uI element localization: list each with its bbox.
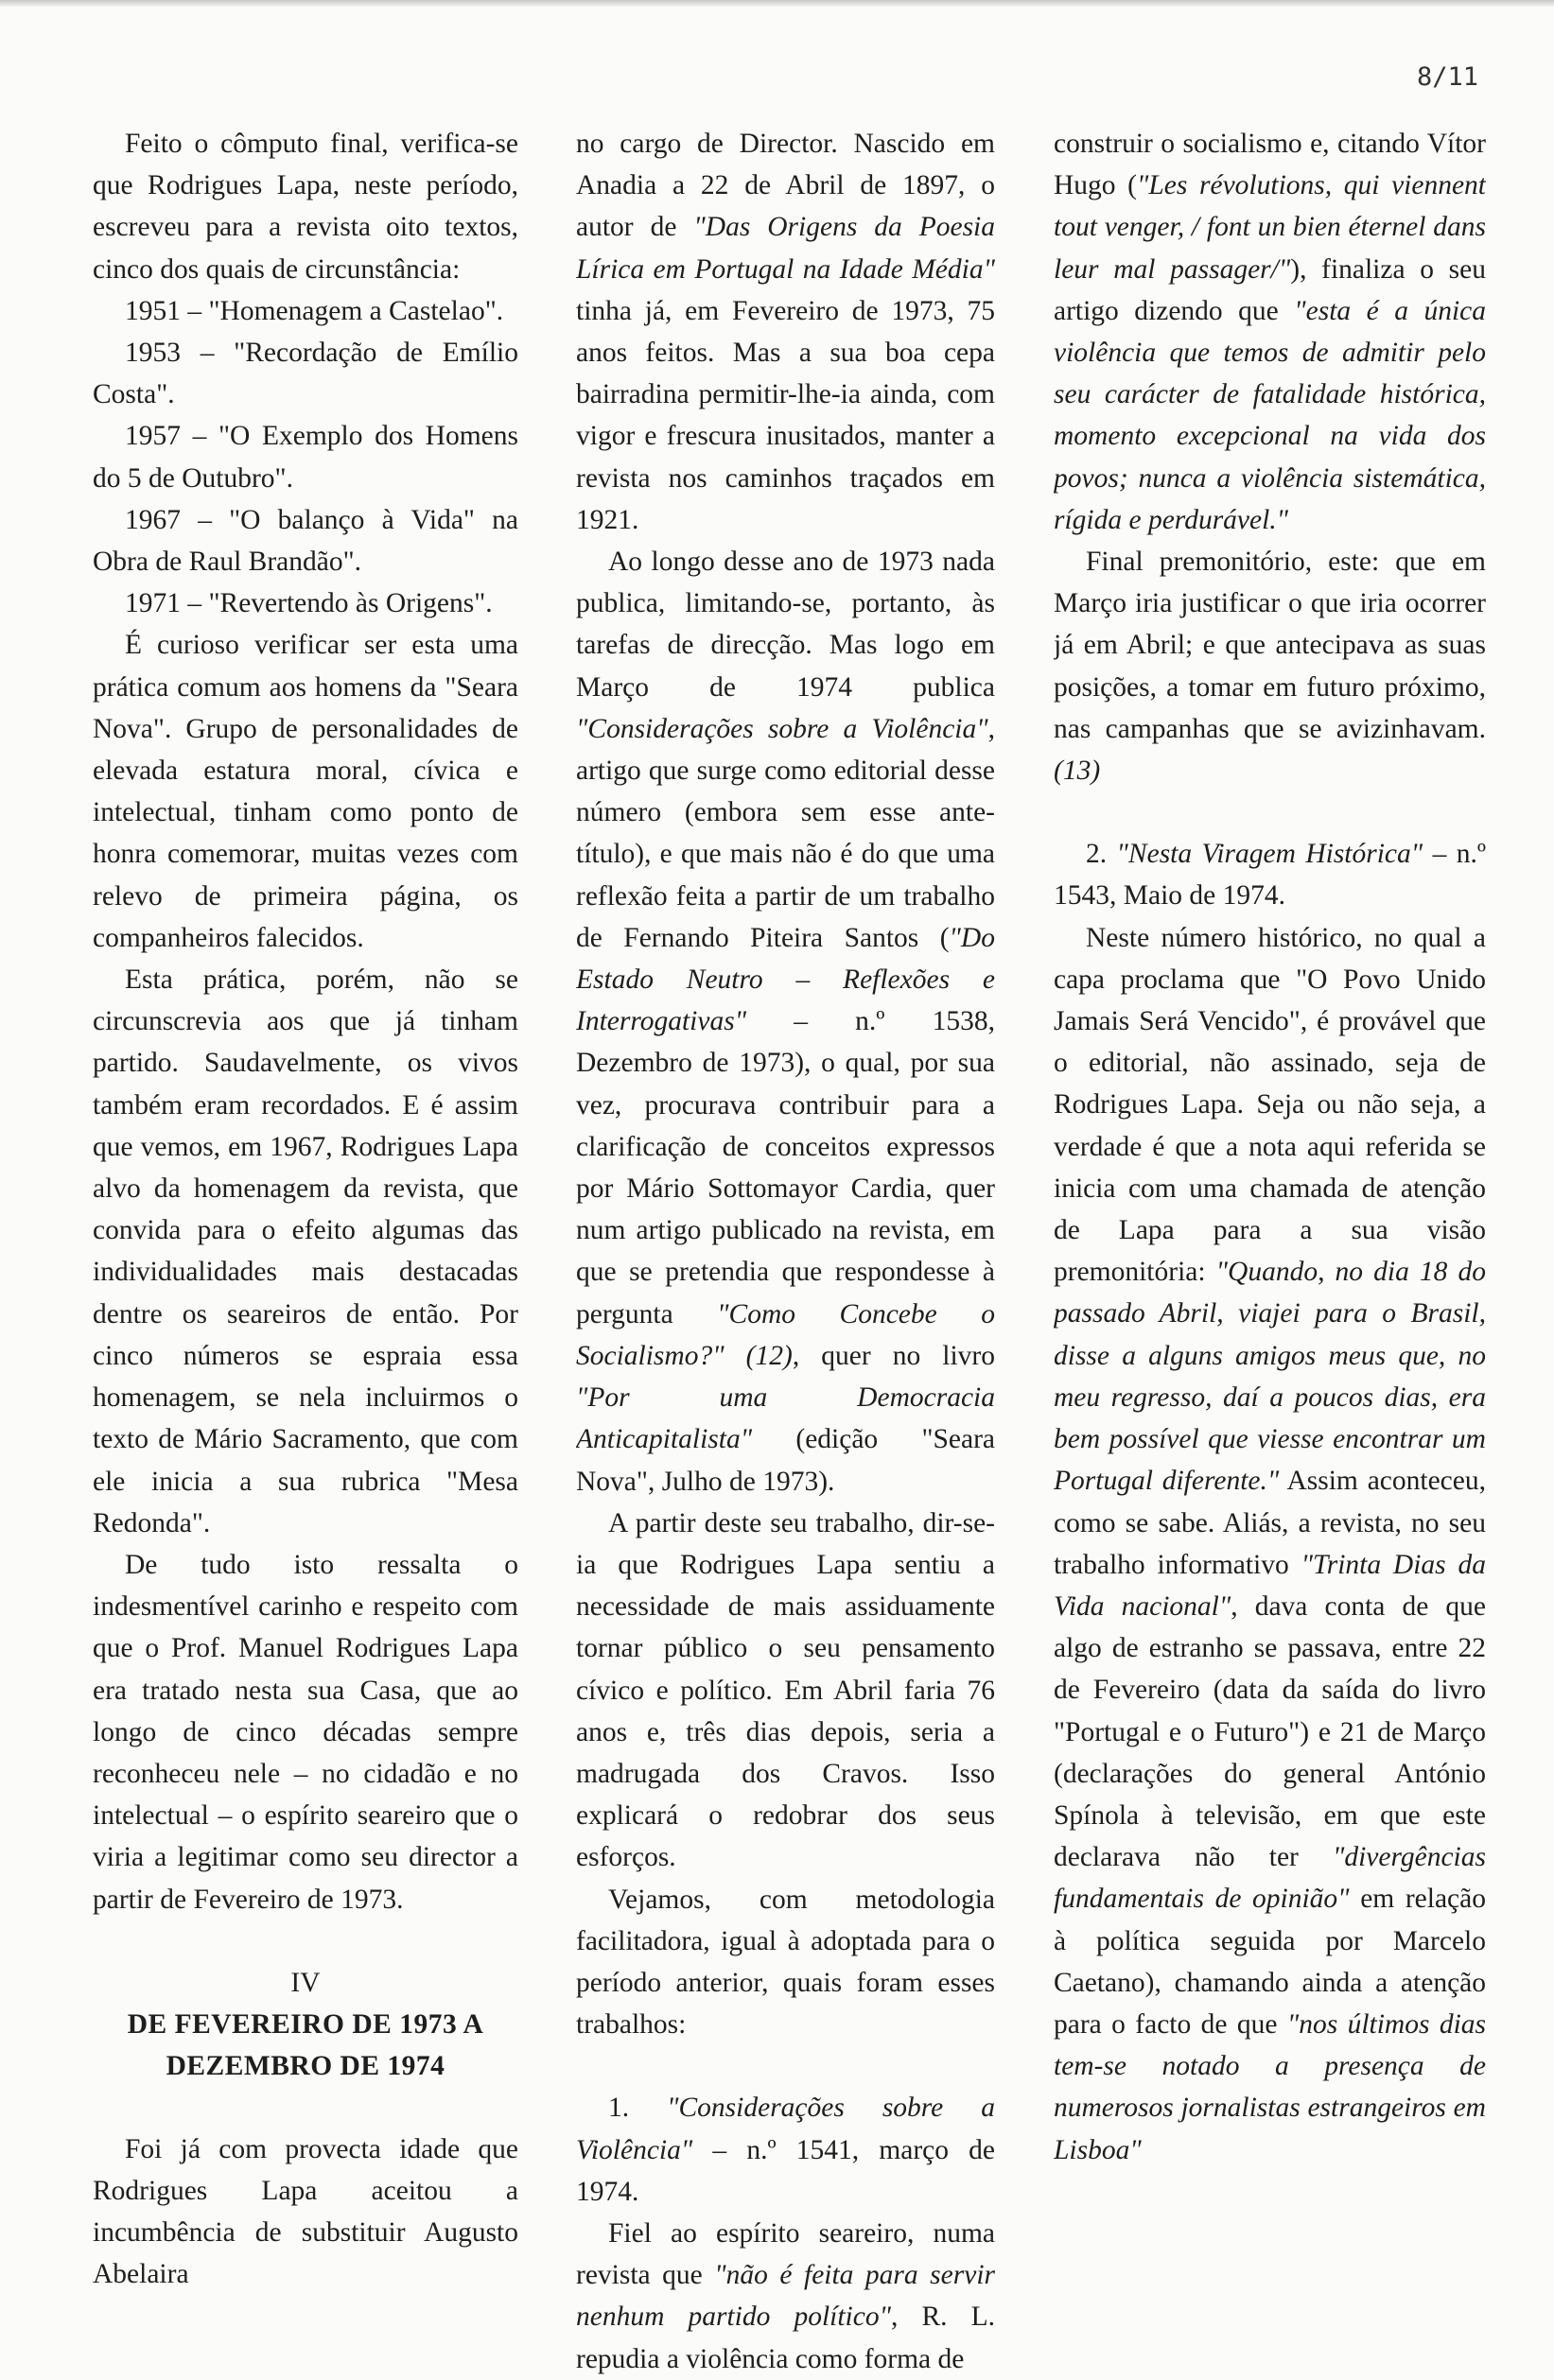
quotation: "divergências fundamentais de opinião" [1054, 1842, 1486, 1915]
paragraph [576, 123, 995, 541]
paragraph [1054, 123, 1486, 541]
numbered-item [1054, 833, 1486, 916]
text-column-1 [93, 123, 518, 2296]
text-run: , dava conta de que algo de estranho se passava, entre 22 de Fevereiro (data da saída do livro "Portugal e o Futuro") e 21 de Março (declarações do general António Spínola à televisão, em que este declarava não ter [1054, 1590, 1486, 1873]
paragraph: A partir deste seu trabalho, dir-se-ia que Rodrigues Lapa sentiu a necessidade de mais assiduamente tornar público o seu pensamento cívico e político. Em Abril faria 76 anos e, três dias depois, seria a madrugada dos Cravos. Isso explicará o redobrar dos seus esforços. [576, 1507, 995, 1873]
quotation: "não é feita para servir nenhum partido político" [576, 2260, 995, 2333]
paragraph [1054, 541, 1486, 791]
section-title-line-1: DE FEVEREIRO DE 1973 A [127, 2008, 484, 2040]
book-title: "Por uma Democracia Anticapitalista" [576, 1382, 995, 1455]
list-item: 1971 – "Revertendo às Origens". [125, 588, 493, 619]
article-title: "Considerações sobre a Violência" [576, 2093, 995, 2165]
article-title: "Considerações sobre a Violência" [576, 713, 988, 744]
text-run: (edição "Seara Nova", Julho de 1973). [576, 1424, 995, 1497]
text-run: – n.º 1541, março de 1974. [576, 2134, 995, 2207]
paragraph: Foi já com provecta idade que Rodrigues Lapa aceitou a incumbência de substituir Augusto Abelaira [93, 2133, 518, 2290]
paragraph: Esta prática, porém, não se circunscrevia aos que já tinham partido. Saudavelmente, os vivos também eram recordados. E é assim que vemos, em 1967, Rodrigues Lapa alvo da homenagem da revista, que convida para o efeito algumas das individualidades mais destacadas dentre os seareiros de então. Por cinco números se espraia essa homenagem, se nela incluirmos o texto de Mário Sacramento, que com ele inicia a sua rubrica "Mesa Redonda". [93, 964, 518, 1538]
text-run: , R. L. repudia a violência como forma de [576, 2302, 995, 2374]
text-run: Assim aconteceu, como se sabe. Aliás, a revista, no seu trabalho informativo [1054, 1466, 1486, 1580]
quotation: "nos últimos dias tem-se notado a presença de numerosos jornalistas estrangeiros em Lisboa" [1054, 2008, 1486, 2165]
list-item: 1953 – "Recordação de Emílio Costa". [93, 338, 518, 410]
text-run: Ao longo desse ano de 1973 nada publica, limitando-se, portanto, às tarefas de direcção. Mas logo em Março de 1974 publica [576, 547, 995, 703]
quotation: "esta é a única violência que temos de admitir pelo seu carácter de fatalidade histórica, momento excepcional na vida dos povos; nunca a violência sistemática, rígida e perdurável." [1054, 295, 1486, 535]
text-run: construir o socialismo e, citando Vítor Hugo ( [1054, 129, 1486, 201]
text-run: Neste número histórico, no qual a capa proclama que "O Povo Unido Jamais Será Vencido", é provável que o editorial, não assinado, seja de Rodrigues Lapa. Seja ou não seja, a verdade é que a nota aqui referida se inicia com uma chamada de atenção de Lapa para a sua visão premonitória: [1054, 922, 1486, 1288]
section-heading [93, 1962, 518, 2087]
paragraph [576, 2213, 995, 2380]
text-column-3 [1054, 123, 1486, 2171]
footnote-ref: (13) [1054, 756, 1101, 787]
section-title-line-2: DEZEMBRO DE 1974 [166, 2050, 445, 2081]
list-item: 1967 – "O balanço à Vida" na Obra de Raul Brandão". [93, 504, 518, 578]
text-run: , quer no livro [792, 1340, 995, 1371]
list-item: 1951 – "Homenagem a Castelao". [125, 295, 504, 326]
text-run: – n.º 1538, Dezembro de 1973), o qual, por sua vez, procurava contribuir para a clarificação de conceitos expressos por Mário Sottomayor Cardia, quer num artigo publicado na revista, em que se pretendia que respondesse à pergunta [576, 1006, 995, 1329]
text-run: tinha já, em Fevereiro de 1973, 75 anos feitos. Mas a sua boa cepa bairradina permitir-lhe-ia ainda, com vigor e frescura inusitados, manter a revista nos caminhos traçados em 1921. [576, 295, 995, 535]
section-number: IV [290, 1967, 321, 1998]
text-run: Final premonitório, este: que em Março iria justificar o que iria ocorrer já em Abril; e que antecipava as suas posições, a tomar em futuro próximo, nas campanhas que se avizinhavam. [1054, 547, 1486, 744]
paragraph: Vejamos, com metodologia facilitadora, igual à adoptada para o período anterior, quais foram esses trabalhos: [576, 1884, 995, 2041]
article-title: "Como Concebe o Socialismo?" (12) [576, 1298, 995, 1371]
page-number: 8/11 [1416, 62, 1478, 92]
book-title: "Das Origens da Poesia Lírica em Portugal na Idade Média" [576, 212, 995, 285]
paragraph: É curioso verificar ser esta uma prática comum aos homens da "Seara Nova". Grupo de personalidades de elevada estatura moral, cívica e intelectual, tinham como ponto de honra comemorar, muitas vezes com relevo de primeira página, os companheiros falecidos. [93, 630, 518, 953]
item-number: 1. [608, 2093, 668, 2124]
text-run: ), finaliza o seu artigo dizendo que [1054, 253, 1486, 326]
quotation: "Quando, no dia 18 do passado Abril, viajei para o Brasil, disse a alguns amigos meus que, no meu regresso, daí a poucos dias, era bem possível que viesse encontrar um Portugal diferente." [1054, 1257, 1486, 1497]
scan-top-edge [0, 0, 1554, 7]
text-run: – n.º 1543, Maio de 1974. [1054, 839, 1486, 912]
list-item: 1957 – "O Exemplo dos Homens do 5 de Outubro". [93, 421, 518, 494]
text-run: em relação à política seguida por Marcelo Caetano), chamando ainda a atenção para o facto de que [1054, 1884, 1486, 2040]
text-run: no cargo de Director. Nascido em Anadia a 22 de Abril de 1897, o autor de [576, 129, 995, 243]
text-run: Fiel ao espírito seareiro, numa revista que [576, 2217, 995, 2291]
text-run: , artigo que surge como editorial desse número (embora sem esse ante-título), e que mais não é do que uma reflexão feita a partir de um trabalho de Fernando Piteira Santos ( [576, 713, 995, 953]
quotation: "Les révolutions, qui viennent tout venger, / font un bien éternel dans leur mal passager/" [1054, 170, 1486, 285]
paragraph: De tudo isto ressalta o indesmentível carinho e respeito com que o Prof. Manuel Rodrigues Lapa era tratado nesta sua Casa, que ao longo de cinco décadas sempre reconheceu nele – no cidadão e no intelectual – o espírito seareiro que o viria a legitimar como seu director a partir de Fevereiro de 1973. [93, 1549, 518, 1915]
text-column-2 [576, 123, 995, 2380]
article-title: "Do Estado Neutro – Reflexões e Interrogativas" [576, 922, 995, 1037]
paragraph: Feito o cômputo final, verifica-se que Rodrigues Lapa, neste período, escreveu para a revista oito textos, cinco dos quais de circunstância: [93, 129, 518, 285]
numbered-item [576, 2087, 995, 2213]
paragraph [1054, 917, 1486, 2171]
item-number: 2. [1086, 839, 1117, 870]
paragraph [576, 541, 995, 1503]
article-title: "Nesta Viragem Histórica" [1116, 839, 1423, 870]
section-title: "Trinta Dias da Vida nacional" [1054, 1549, 1486, 1622]
